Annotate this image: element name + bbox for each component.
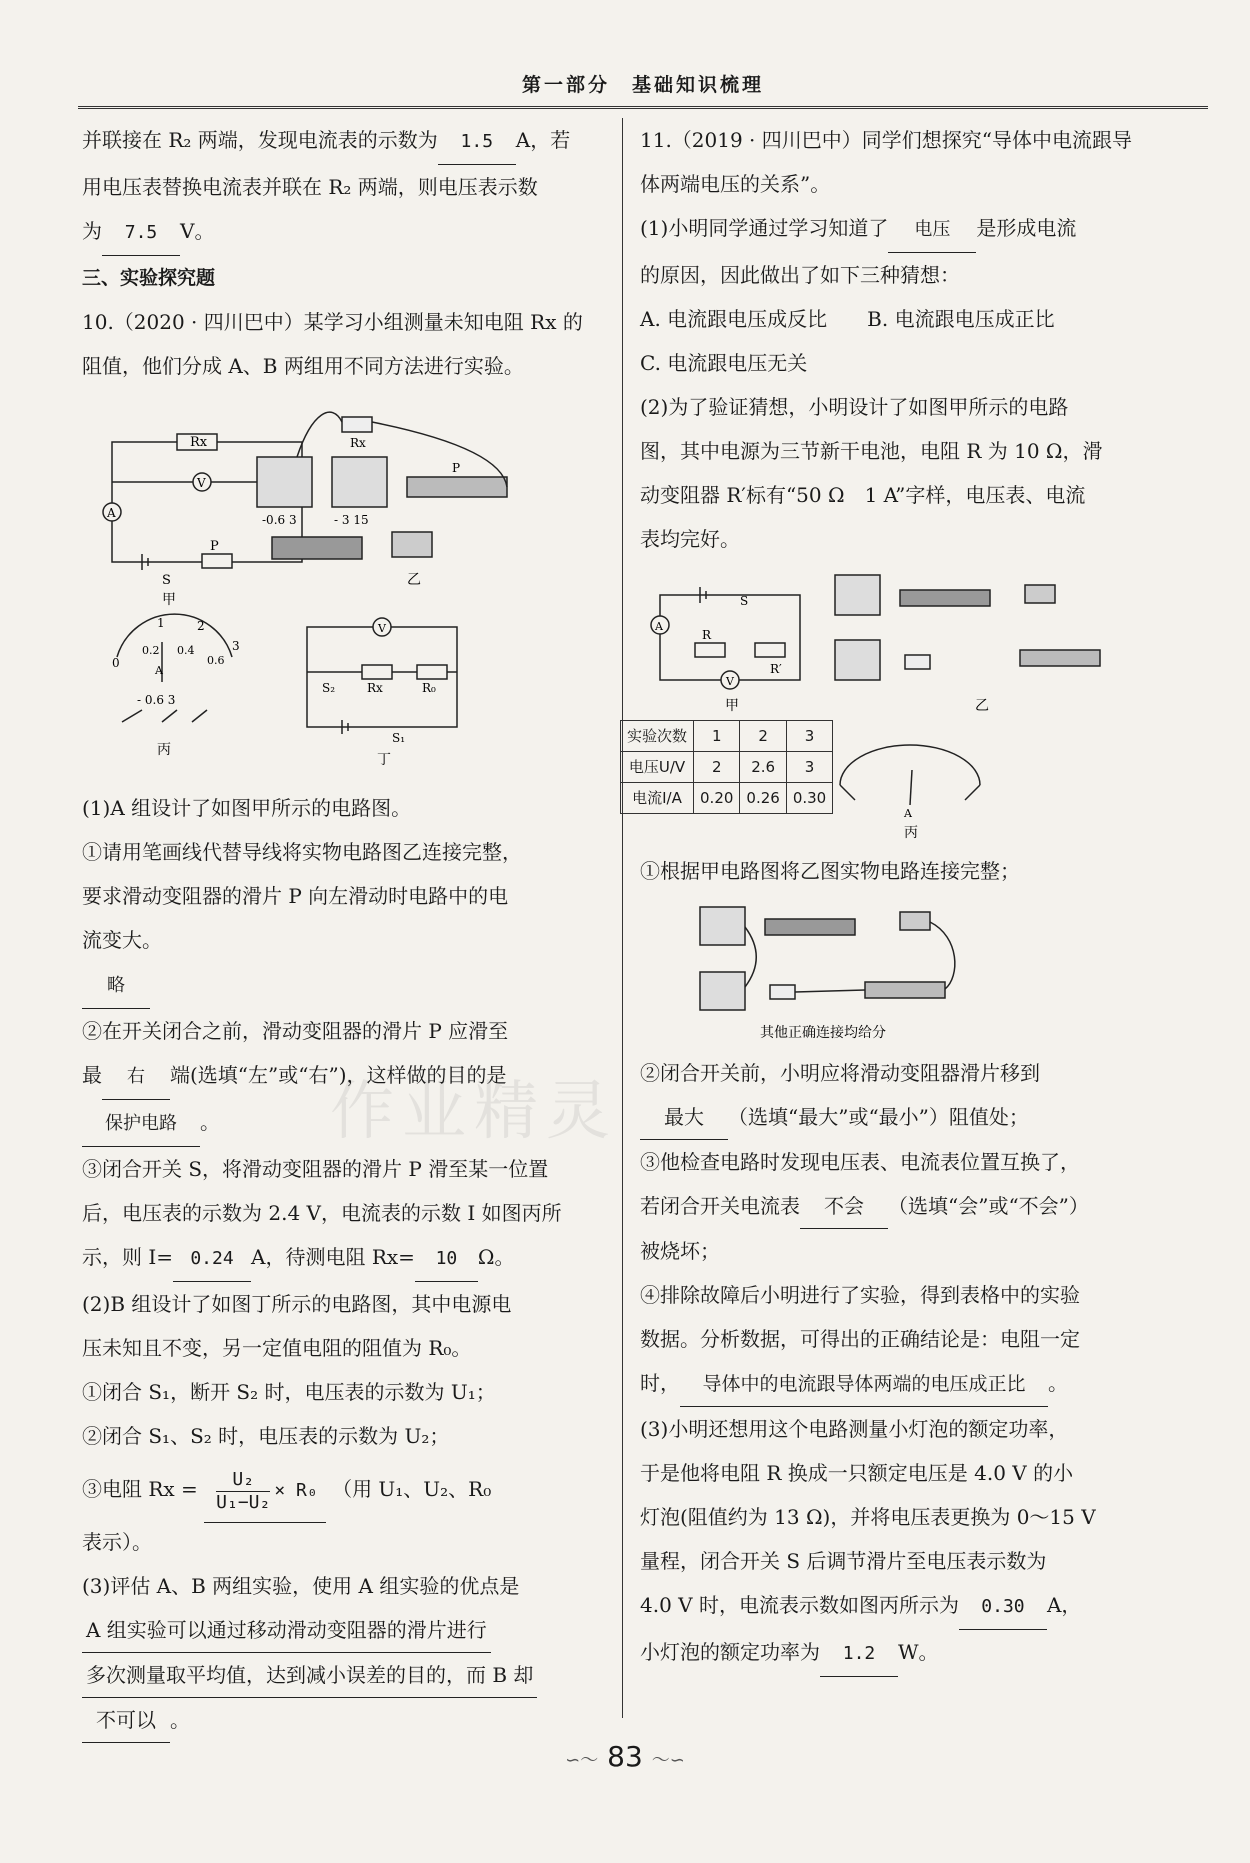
- answer-blank: 多次测量取平均值，达到减小误差的目的，而 B 却: [82, 1653, 537, 1698]
- fig-label-bing-11: 丙: [904, 825, 918, 841]
- answer-blank: 最大: [640, 1095, 728, 1140]
- fig-label-jia: 甲: [162, 592, 176, 608]
- text-line: ③闭合开关 S，将滑动变阻器的滑片 P 滑至某一位置: [82, 1157, 549, 1181]
- answer-figure-svg: [640, 897, 1180, 1047]
- fig-label-bing: 丙: [157, 742, 171, 758]
- scale-04: 0.4: [177, 644, 195, 657]
- label-a-11: A: [655, 620, 663, 633]
- text-line: 示，则 I= 0.24 A，待测电阻 Rx= 10 Ω。: [82, 1235, 607, 1282]
- answer-blank: 电压: [888, 208, 976, 253]
- ornament-left-icon: ∽〜: [565, 1750, 599, 1771]
- text-line: ②闭合开关前，小明应将滑动变阻器滑片移到: [640, 1061, 1040, 1085]
- apparatus-yi: [257, 412, 507, 559]
- label-v: V: [197, 476, 206, 490]
- dial-label-a: A: [155, 664, 163, 677]
- label-rx-ding: Rx: [367, 681, 383, 695]
- text-line: 动变阻器 R′标有“50 Ω 1 A”字样，电压表、电流: [640, 483, 1086, 507]
- text-line: 并联接在 R₂ 两端，发现电流表的示数为 1.5 A，若: [82, 118, 607, 165]
- text-line: (2)为了验证猜想，小明设计了如图甲所示的电路: [640, 395, 1069, 419]
- text-line: ①根据甲电路图将乙图实物电路连接完整；: [640, 859, 1020, 883]
- scale-1: 1: [157, 616, 165, 630]
- label-s-11: S: [740, 594, 749, 608]
- text-line: (1)A 组设计了如图甲所示的电路图。: [82, 796, 412, 820]
- answer-line: 不可以 。: [82, 1698, 607, 1743]
- formula-answer: $\frac{\text{U₂}}{\text{U₁−U₂}}$ × R₀: [204, 1460, 326, 1523]
- text-line: ③他检查电路时发现电压表、电流表位置互换了，: [640, 1150, 1080, 1174]
- text-line: ④排除故障后小明进行了实验，得到表格中的实验: [640, 1283, 1080, 1307]
- ornament-right-icon: 〜∽: [651, 1750, 685, 1771]
- circuit-diagram-ding: [307, 618, 457, 734]
- text-line: 体两端电压的关系”。: [640, 172, 831, 196]
- answer-figure: [640, 897, 1180, 1047]
- page-number: ∽〜 83 〜∽: [565, 1740, 685, 1773]
- q10-figures: [82, 392, 607, 782]
- terminal-labels: - 0.6 3: [137, 693, 176, 707]
- answer-blank: 不会: [800, 1184, 888, 1229]
- label-p: P: [210, 539, 219, 554]
- label-s1: S₁: [392, 731, 406, 745]
- fraction: $\frac{\text{U₂}}{\text{U₁−U₂}}$: [216, 1468, 271, 1513]
- text-line: ②闭合 S₁、S₂ 时，电压表的示数为 U₂；: [82, 1424, 450, 1448]
- fig-label-yi-11: 乙: [975, 698, 989, 714]
- label-rx-physical: Rx: [350, 436, 366, 450]
- answer-blank: 7.5: [102, 211, 180, 256]
- table-row: 实验次数 1 2 3: [621, 721, 833, 752]
- label-p-physical: P: [452, 461, 461, 475]
- apparatus-answer: [700, 907, 955, 1010]
- data-table-wrap: [620, 720, 833, 814]
- section-heading: 三、实验探究题: [82, 267, 216, 289]
- scale-3: 3: [232, 639, 240, 653]
- scale-2: 2: [197, 619, 205, 633]
- figure-caption: 其他正确连接均给分: [760, 1025, 886, 1041]
- answer-blank: 不可以: [82, 1698, 170, 1743]
- text-line: (3)小明还想用这个电路测量小灯泡的额定功率，: [640, 1417, 1069, 1441]
- text-line: 为 7.5 V。: [82, 209, 607, 256]
- table-row: 电流I/A 0.20 0.26 0.30: [621, 783, 833, 814]
- label-meter-v-range: - 3 15: [334, 513, 369, 527]
- answer-blank: 0.30: [959, 1585, 1047, 1630]
- text-line: 数据。分析数据，可得出的正确结论是：电阻一定: [640, 1327, 1080, 1351]
- text-line: 小灯泡的额定功率为 1.2 W。: [640, 1630, 1180, 1677]
- text-line: ②在开关闭合之前，滑动变阻器的滑片 P 应滑至: [82, 1019, 509, 1043]
- answer-blank: 1.2: [820, 1632, 898, 1677]
- label-meter-a-range: -0.6 3: [262, 513, 297, 527]
- label-rp-11: R′: [770, 662, 782, 676]
- text-line: 灯泡(阻值约为 13 Ω)，并将电压表更换为 0～15 V: [640, 1505, 1096, 1529]
- text-line: 流变大。: [82, 928, 162, 952]
- text-line: 量程，闭合开关 S 后调节滑片至电压表示数为: [640, 1549, 1047, 1573]
- answer-blank: 10: [415, 1237, 478, 1282]
- answer-blank: A 组实验可以通过移动滑动变阻器的滑片进行: [82, 1608, 491, 1653]
- text-line: ①请用笔画线代替导线将实物电路图乙连接完整，: [82, 840, 522, 864]
- page-header: 第一部分 基础知识梳理: [78, 70, 1208, 109]
- text-line: 于是他将电阻 R 换成一只额定电压是 4.0 V 的小: [640, 1461, 1074, 1485]
- scale-02: 0.2: [142, 644, 160, 657]
- data-table: [620, 720, 833, 814]
- fig-label-ding: 丁: [377, 752, 391, 768]
- answer-blank: 略: [82, 964, 150, 1009]
- text-line: 被烧坏；: [640, 1239, 720, 1263]
- guess-line: C. 电流跟电压无关: [640, 351, 808, 375]
- text-line: ①闭合 S₁，断开 S₂ 时，电压表的示数为 U₁；: [82, 1380, 496, 1404]
- column-divider: [622, 118, 623, 1718]
- text-line: 用电压表替换电流表并联在 R₂ 两端，则电压表示数: [82, 175, 538, 199]
- answer-blank: 导体中的电流跟导体两端的电压成正比: [680, 1362, 1048, 1407]
- apparatus-yi-11: [835, 575, 1100, 680]
- fig-label-jia-11: 甲: [725, 698, 739, 714]
- right-column: [627, 118, 1180, 1677]
- text-line: 4.0 V 时，电流表示数如图丙所示为 0.30 A，: [640, 1583, 1180, 1630]
- answer-blank: 0.24: [173, 1237, 251, 1282]
- label-v-ding: V: [378, 622, 386, 635]
- answer-blank: 右: [102, 1055, 170, 1100]
- label-s2: S₂: [322, 681, 336, 695]
- answer-blank: 1.5: [438, 120, 516, 165]
- question-10-head: 10.（2020 · 四川巴中）某学习小组测量未知电阻 Rx 的: [82, 310, 583, 334]
- left-column: [82, 118, 607, 1743]
- table-row: 电压U/V 2 2.6 3: [621, 752, 833, 783]
- text-line: (3)评估 A、B 两组实验，使用 A 组实验的优点是: [82, 1574, 520, 1598]
- text-line: 保护电路 。: [82, 1100, 607, 1147]
- meter-dial-bing-11: [840, 745, 980, 805]
- text-line: (2)B 组设计了如图丁所示的电路图，其中电源电: [82, 1292, 512, 1316]
- text-line: 压未知且不变，另一定值电阻的阻值为 R₀。: [82, 1336, 472, 1360]
- watermark: 作业精灵: [330, 1075, 618, 1149]
- answer-line: [82, 1608, 607, 1653]
- label-rx: Rx: [190, 435, 208, 450]
- text-line: 图，其中电源为三节新干电池，电阻 R 为 10 Ω，滑: [640, 439, 1103, 463]
- dial-label-a-11: A: [904, 807, 912, 820]
- text-line: 后，电压表的示数为 2.4 V，电流表的示数 I 如图丙所: [82, 1201, 562, 1225]
- label-a: A: [107, 506, 116, 520]
- text-line: 表均完好。: [640, 527, 740, 551]
- label-s: S: [162, 573, 171, 588]
- guess-line: A. 电流跟电压成反比 B. 电流跟电压成正比: [640, 307, 1055, 331]
- label-r-11: R: [702, 628, 712, 642]
- text-line: 阻值，他们分成 A、B 两组用不同方法进行实验。: [82, 354, 524, 378]
- label-v-11: V: [726, 675, 734, 688]
- scale-0: 0: [112, 656, 120, 670]
- text-line: 要求滑动变阻器的滑片 P 向左滑动时电路中的电: [82, 884, 509, 908]
- text-line: (1)小明同学通过学习知道了 电压 是形成电流: [640, 206, 1180, 253]
- text-line: 最 右 端(选填“左”或“右”)，这样做的目的是: [82, 1053, 607, 1100]
- text-line: 的原因，因此做出了如下三种猜想：: [640, 263, 960, 287]
- text-line: 最大 （选填“最大”或“最小”）阻值处；: [640, 1095, 1180, 1140]
- text-line: 时， 导体中的电流跟导体两端的电压成正比 。: [640, 1361, 1180, 1407]
- q10-figure-svg: [82, 392, 607, 782]
- answer-line: [82, 962, 607, 1009]
- label-r0: R₀: [422, 681, 436, 695]
- formula-line: ③电阻 Rx = $\frac{\text{U₂}}{\text{U₁−U₂}}$ × R₀ （用 U₁、U₂、R₀: [82, 1458, 607, 1520]
- text-line: 若闭合开关电流表 不会 （选填“会”或“不会”）: [640, 1184, 1180, 1229]
- question-11-head: 11.（2019 · 四川巴中）同学们想探究“导体中电流跟导: [640, 128, 1133, 152]
- answer-blank: 保护电路: [82, 1102, 200, 1147]
- scale-06: 0.6: [207, 654, 225, 667]
- q11-figures: [627, 565, 1180, 845]
- text-line: 表示）。: [82, 1530, 152, 1554]
- fig-label-yi: 乙: [407, 572, 421, 588]
- answer-line: [82, 1653, 607, 1698]
